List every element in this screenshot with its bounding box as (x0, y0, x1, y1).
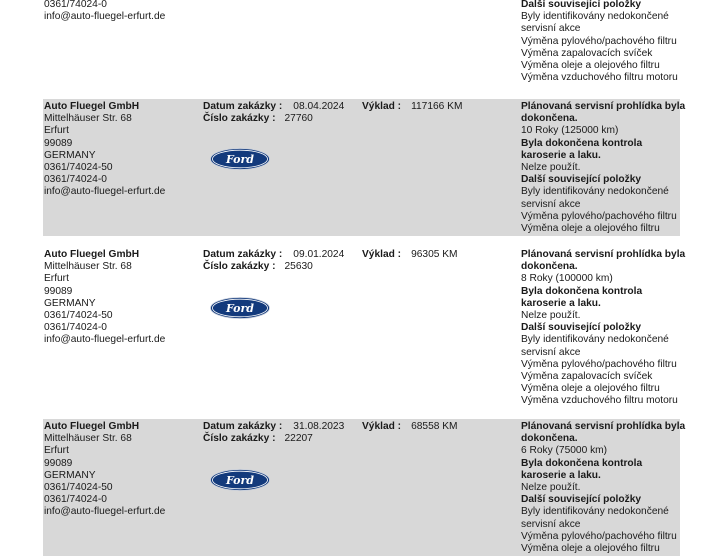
dealer-phone: 0361/74024-50 (44, 482, 113, 494)
dealer-email: info@auto-fluegel-erfurt.de (44, 334, 166, 346)
dealer-city: Erfurt (44, 125, 69, 137)
note-line: Další související položky (521, 322, 642, 334)
service-record (43, 419, 686, 556)
ford-logo-icon (210, 469, 270, 491)
mileage-label: Výklad : (362, 101, 402, 112)
dealer-name: Auto Fluegel GmbH (44, 421, 140, 432)
dealer-phone: 0361/74024-0 (44, 494, 107, 506)
note-line: Nelze použít. (521, 482, 581, 494)
note-line: 6 Roky (75000 km) (521, 445, 608, 457)
note-line: dokončena. (521, 433, 578, 445)
note-line: dokončena. (521, 113, 578, 125)
dealer-name: Auto Fluegel GmbH (44, 249, 140, 260)
note-line: Byly identifikovány nedokončené (521, 506, 669, 518)
note-line: Plánovaná servisní prohlídka byla (521, 101, 686, 112)
dealer-city: Erfurt (44, 445, 69, 457)
order-date: 31.08.2023 (293, 421, 345, 432)
note-line: 8 Roky (100000 km) (521, 273, 613, 285)
date-label: Datum zakázky : (203, 421, 283, 432)
service-notes (521, 421, 686, 555)
mileage-info (362, 101, 512, 113)
service-record-partial (43, 0, 680, 91)
note-line: Plánovaná servisní prohlídka byla (521, 421, 686, 432)
order-meta (203, 101, 363, 125)
mileage-label: Výklad : (362, 421, 402, 432)
ford-logo-icon (210, 297, 270, 319)
dealer-phone: 0361/74024-50 (44, 310, 113, 322)
note-line: servisní akce (521, 23, 581, 35)
dealer-phone: 0361/74024-0 (44, 174, 107, 186)
service-notes (521, 101, 686, 235)
service-record (43, 247, 686, 412)
svg-text:Ford: Ford (225, 474, 255, 487)
dealer-info (44, 0, 194, 23)
note-line: Výměna oleje a olejového filtru (521, 383, 660, 395)
svg-text:Ford: Ford (225, 302, 255, 315)
note-line: karoserie a laku. (521, 297, 601, 309)
mileage-info (362, 249, 512, 261)
mileage-value: 96305 KM (411, 249, 458, 260)
note-line: Plánovaná servisní prohlídka byla (521, 249, 686, 260)
note-line: Další související položky (521, 494, 642, 506)
dealer-phone: 0361/74024-0 (44, 0, 107, 10)
note-line: Výměna oleje a olejového filtru (521, 223, 660, 235)
note-line: Výměna pylového/pachového filtru (521, 210, 677, 222)
dealer-info (44, 421, 194, 519)
dealer-email: info@auto-fluegel-erfurt.de (44, 11, 166, 23)
note-line: Byly identifikovány nedokončené (521, 334, 669, 346)
note-line: Výměna vzduchového filtru motoru (521, 72, 678, 84)
note-line: Výměna oleje a olejového filtru (521, 543, 660, 555)
ford-logo-icon (210, 148, 270, 170)
note-line: Výměna oleje a olejového filtru (521, 60, 660, 72)
note-line: Nelze použít. (521, 162, 581, 174)
date-label: Datum zakázky : (203, 249, 283, 260)
dealer-street: Mittelhäuser Str. 68 (44, 113, 132, 125)
note-line: Výměna pylového/pachového filtru (521, 35, 677, 47)
note-line: Byly identifikovány nedokončené (521, 11, 669, 23)
note-line: Výměna pylového/pachového filtru (521, 530, 677, 542)
note-line: Byly identifikovány nedokončené (521, 186, 669, 198)
dealer-email: info@auto-fluegel-erfurt.de (44, 506, 166, 518)
mileage-info (362, 421, 512, 433)
dealer-name: Auto Fluegel GmbH (44, 101, 140, 112)
order-number-label: Číslo zakázky : (203, 113, 276, 125)
note-line: servisní akce (521, 198, 581, 210)
dealer-zip: 99089 (44, 137, 73, 149)
order-number-label: Číslo zakázky : (203, 261, 276, 273)
svg-text:Ford: Ford (225, 153, 255, 166)
date-label: Datum zakázky : (203, 101, 283, 112)
dealer-country: GERMANY (44, 297, 96, 309)
note-line: Další související položky (521, 174, 642, 186)
note-line: Výměna zapalovacích svíček (521, 371, 653, 383)
note-line: dokončena. (521, 261, 578, 273)
order-number: 25630 (284, 261, 313, 273)
mileage-value: 117166 KM (411, 101, 463, 112)
mileage-value: 68558 KM (411, 421, 458, 432)
dealer-country: GERMANY (44, 469, 96, 481)
note-line: Výměna zapalovacích svíček (521, 47, 653, 59)
note-line: Další související položky (521, 0, 642, 10)
note-line: 10 Roky (125000 km) (521, 125, 619, 137)
note-line: Byla dokončena kontrola (521, 457, 643, 469)
dealer-phone: 0361/74024-50 (44, 162, 113, 174)
dealer-phone: 0361/74024-0 (44, 322, 107, 334)
order-meta (203, 421, 363, 445)
dealer-street: Mittelhäuser Str. 68 (44, 433, 132, 445)
note-line: Výměna pylového/pachového filtru (521, 358, 677, 370)
note-line: karoserie a laku. (521, 469, 601, 481)
dealer-country: GERMANY (44, 149, 96, 161)
dealer-zip: 99089 (44, 285, 73, 297)
note-line: servisní akce (521, 518, 581, 530)
note-line: Výměna vzduchového filtru motoru (521, 395, 678, 407)
note-line: Byla dokončena kontrola (521, 137, 643, 149)
dealer-city: Erfurt (44, 273, 69, 285)
service-notes (521, 0, 679, 84)
order-date: 08.04.2024 (293, 101, 345, 112)
service-record (43, 99, 686, 236)
order-date: 09.01.2024 (293, 249, 345, 260)
mileage-label: Výklad : (362, 249, 402, 260)
dealer-street: Mittelhäuser Str. 68 (44, 261, 132, 273)
order-meta (203, 249, 363, 273)
note-line: karoserie a laku. (521, 149, 601, 161)
note-line: Nelze použít. (521, 310, 581, 322)
dealer-info (44, 101, 194, 199)
note-line: servisní akce (521, 346, 581, 358)
dealer-zip: 99089 (44, 457, 73, 469)
order-number-label: Číslo zakázky : (203, 433, 276, 445)
dealer-info (44, 249, 194, 347)
note-line: Byla dokončena kontrola (521, 285, 643, 297)
order-number: 22207 (284, 433, 313, 445)
dealer-email: info@auto-fluegel-erfurt.de (44, 186, 166, 198)
order-number: 27760 (284, 113, 313, 125)
service-notes (521, 249, 686, 408)
